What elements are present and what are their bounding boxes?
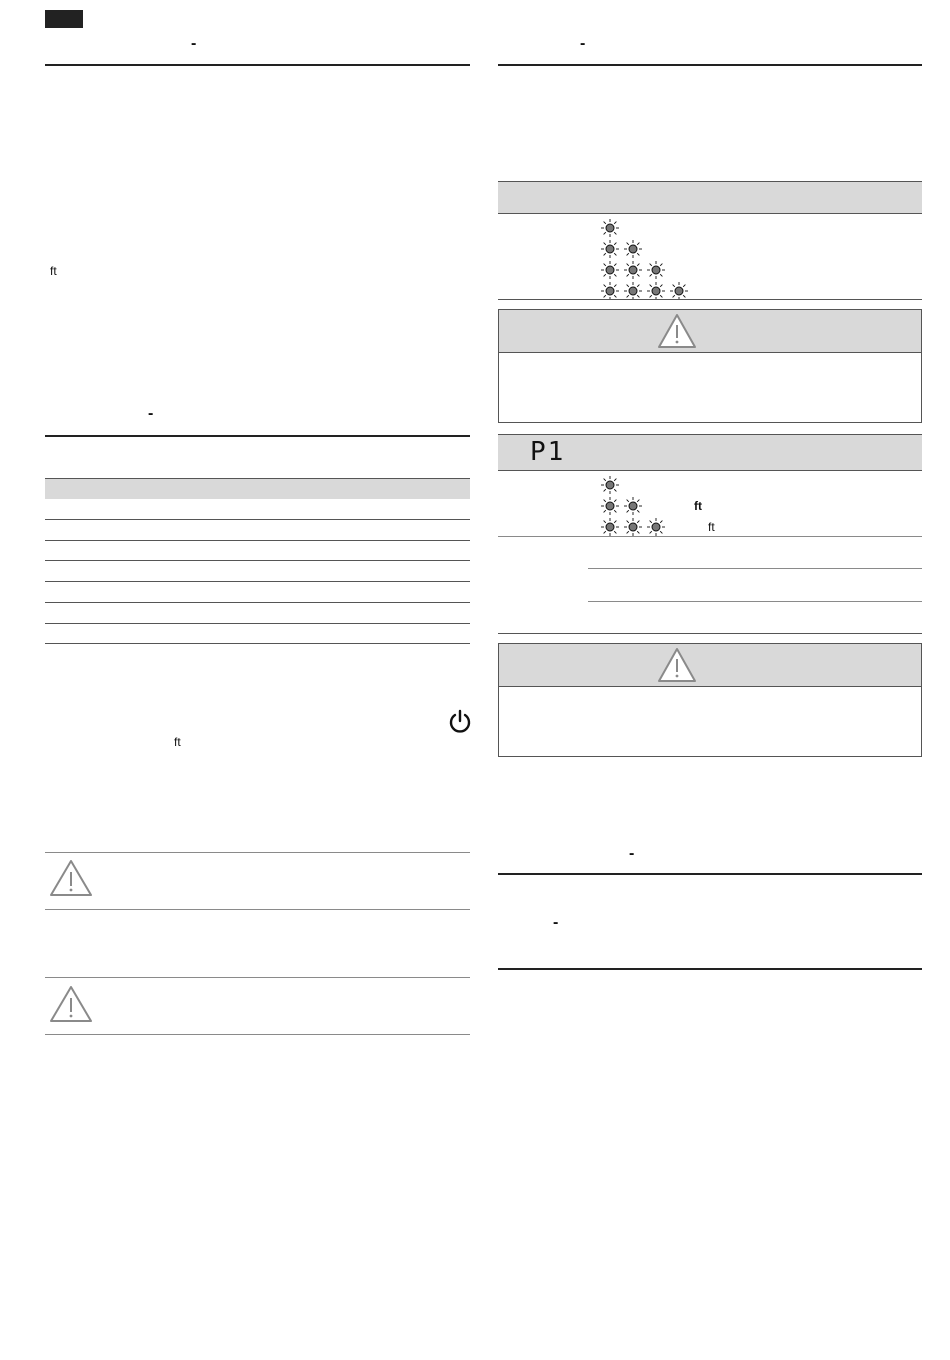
table-row bbox=[45, 519, 470, 520]
table-row bbox=[45, 602, 470, 603]
table-row bbox=[45, 560, 470, 561]
caution-box bbox=[498, 309, 922, 423]
blinking-light-icon bbox=[600, 281, 620, 301]
segment-display-code: P1 bbox=[530, 437, 566, 467]
table-row-rule bbox=[588, 601, 922, 602]
caution-box bbox=[498, 643, 922, 757]
table-row bbox=[45, 643, 470, 644]
blinking-light-icon bbox=[623, 496, 643, 516]
blinking-light-icon bbox=[623, 281, 643, 301]
table-row bbox=[45, 540, 470, 541]
warning-icon bbox=[657, 313, 697, 349]
indicator-row bbox=[600, 260, 666, 280]
warning-icon bbox=[49, 859, 93, 897]
unit-label: ft bbox=[694, 499, 702, 513]
indicator-row bbox=[600, 496, 643, 516]
section-heading-dash: - bbox=[629, 845, 635, 862]
warning-icon bbox=[657, 647, 697, 683]
blinking-light-icon bbox=[600, 260, 620, 280]
blinking-light-icon bbox=[600, 239, 620, 259]
blinking-light-icon bbox=[623, 517, 643, 537]
table-row-rule bbox=[588, 568, 922, 569]
blinking-light-icon bbox=[646, 517, 666, 537]
warning-top-rule bbox=[45, 852, 470, 853]
indicator-row bbox=[600, 281, 689, 301]
unit-label: ft bbox=[50, 264, 57, 278]
section-rule bbox=[498, 968, 922, 970]
warning-bottom-rule bbox=[45, 909, 470, 910]
indicator-row bbox=[600, 218, 620, 238]
section-heading-dash: - bbox=[191, 35, 197, 52]
blinking-light-icon bbox=[600, 218, 620, 238]
section-rule bbox=[45, 435, 470, 437]
table-bottom-rule bbox=[498, 299, 922, 300]
blinking-light-icon bbox=[669, 281, 689, 301]
blinking-light-icon bbox=[623, 239, 643, 259]
table-bottom-rule bbox=[498, 633, 922, 634]
subheading-dash: - bbox=[553, 914, 559, 931]
section-rule bbox=[498, 873, 922, 875]
language-tab bbox=[45, 10, 83, 28]
section-rule bbox=[45, 64, 470, 66]
blinking-light-icon bbox=[600, 475, 620, 495]
table-row bbox=[45, 581, 470, 582]
indicator-row bbox=[600, 239, 643, 259]
section-heading-dash: - bbox=[148, 405, 154, 422]
section-heading-dash: - bbox=[580, 35, 586, 52]
unit-label: ft bbox=[708, 520, 715, 534]
table-header bbox=[45, 479, 470, 499]
indicator-row bbox=[600, 475, 620, 495]
blinking-light-icon bbox=[646, 260, 666, 280]
blinking-light-icon bbox=[600, 517, 620, 537]
blinking-light-icon bbox=[600, 496, 620, 516]
table-row bbox=[45, 623, 470, 624]
table-row-rule bbox=[498, 536, 922, 537]
section-rule bbox=[498, 64, 922, 66]
indicator-row bbox=[600, 517, 666, 537]
blinking-light-icon bbox=[623, 260, 643, 280]
unit-label: ft bbox=[174, 735, 181, 749]
warning-icon bbox=[49, 985, 93, 1023]
blinking-light-icon bbox=[646, 281, 666, 301]
warning-bottom-rule bbox=[45, 1034, 470, 1035]
table-top-rule bbox=[45, 478, 470, 479]
power-icon bbox=[448, 709, 472, 735]
table-header bbox=[498, 181, 922, 214]
warning-top-rule bbox=[45, 977, 470, 978]
